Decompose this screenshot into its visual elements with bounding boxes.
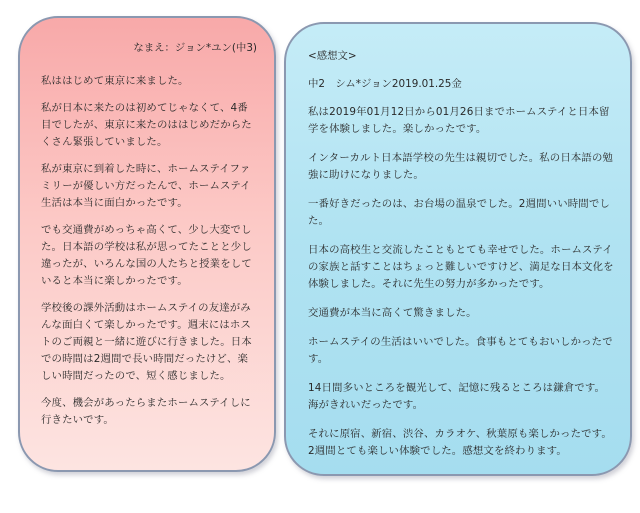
essay-paragraph: 今度、機会があったらまたホームステイしに行きたいです。 [41, 397, 251, 426]
essay-paragraph: 学校後の課外活動はホームステイの友達がみんな面白くて楽しかったです。週末にはホストのご両親と一緒に遊びに行きました。日本での時間は2週間で長い時間だったけど、楽しい時間だったので、短く感じました。 [41, 302, 252, 382]
essay-paragraph: それに原宿、新宿、渋谷、カラオケ、秋葉原も楽しかったです。2週間とても楽しい体験でした。感想文を終わります。 [308, 428, 612, 457]
essay-paragraph: でも交通費がめっちゃ高くて、少し大変でした。日本語の学校は私が思ってたことと少し違ったが、いろんな国の人たちと授業をしていると本当に楽しかったです。 [41, 224, 252, 287]
essay-paragraph: 日本の高校生と交流したこともとても幸せでした。ホームステイの家族と話すことはちょっと難しいですけど、満足な日本文化を体験しました。それに先生の努力が多かったです。 [308, 244, 614, 290]
student-essay-card-left [18, 16, 276, 472]
essay-paragraph: 私は2019年01月12日から01月26日までホームステイと日本留学を体験しました。楽しかったです。 [308, 106, 610, 135]
essay-paragraph: 私が東京に到着した時に、ホームステイファミリーが優しい方だったんで、ホームステイ生活は本当に面白かったです。 [41, 163, 251, 209]
essay-paragraph: インターカルト日本語学校の先生は親切でした。私の日本語の勉強に助けになりました。 [308, 152, 614, 181]
essay-heading: <感想文> [308, 50, 357, 62]
essay-paragraph: 14日間多いところを観光して、記憶に残るところは鎌倉です。海がきれいだったです。 [308, 382, 606, 411]
author-date-line: 中2 シム*ジョン2019.01.25金 [308, 78, 462, 90]
essay-paragraph: 私が日本に来たのは初めてじゃなくて、4番目でしたが、東京に来たのははじめだからたくさん緊張していました。 [41, 102, 252, 148]
essay-paragraph: 交通費が本当に高くて驚きました。 [308, 307, 477, 319]
student-essay-card-right [284, 22, 632, 476]
essay-paragraph: 一番好きだったのは、お台場の温泉でした。2週間いい時間でした。 [308, 198, 610, 227]
essay-paragraph: ホームステイの生活はいいでした。食事もとてもおいしかったです。 [308, 336, 613, 365]
essay-paragraph: 私ははじめて東京に来ました。 [41, 75, 189, 87]
student-name-line: なまえ：ジョン*ユン(中3) [133, 42, 257, 54]
